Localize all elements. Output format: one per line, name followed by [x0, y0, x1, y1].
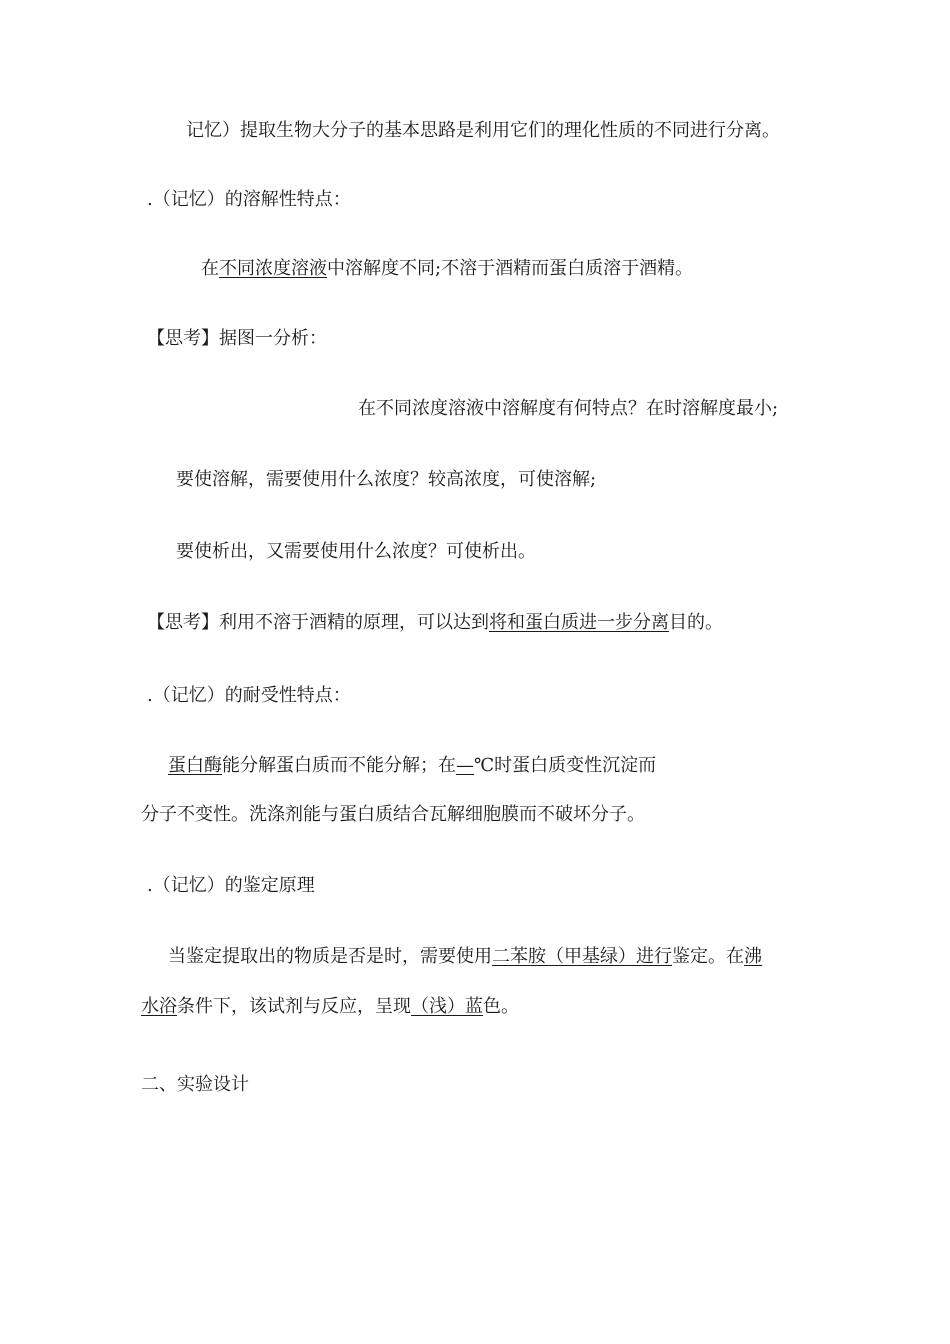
line-text: .（记忆）的耐受性特点：	[147, 685, 351, 706]
line-text: 当鉴定提取出的物质是否是时，需要使用	[168, 946, 492, 967]
line-text: 色。	[483, 996, 519, 1017]
text-line-12	[147, 874, 315, 898]
text-line-11	[141, 803, 645, 827]
text-line-6	[176, 468, 596, 492]
underlined-text: 沸	[744, 946, 762, 967]
line-text: 能分解蛋白质而不能分解；在	[222, 755, 456, 776]
underlined-text: （浅）蓝	[411, 996, 483, 1017]
text-line-2	[147, 188, 351, 212]
underlined-text: —	[456, 755, 474, 776]
text-line-1	[186, 119, 780, 143]
line-text: 中溶解度不同;不溶于酒精而蛋白质溶于酒精。	[327, 258, 694, 279]
line-text: 【思考】据图一分析：	[147, 328, 327, 349]
text-line-5	[358, 397, 778, 421]
underlined-text: 水浴	[141, 996, 177, 1017]
heading-text: 二、实验设计	[141, 1074, 249, 1095]
line-text: 在	[201, 258, 219, 279]
text-line-9	[147, 684, 351, 708]
line-text: .（记忆）的鉴定原理	[147, 875, 315, 896]
underlined-text: 将和蛋白质进一步分离	[489, 612, 669, 633]
underlined-text: 不同浓度溶液	[219, 258, 327, 279]
line-text: 要使溶解，需要使用什么浓度？较高浓度，可使溶解;	[176, 469, 597, 490]
line-text: 鉴定。在	[672, 946, 744, 967]
text-line-3	[201, 257, 693, 281]
underlined-text: 蛋白酶	[168, 755, 222, 776]
underlined-text: 二苯胺（甲基绿）进行	[492, 946, 672, 967]
line-text: 要使析出，又需要使用什么浓度？可使析出。	[176, 541, 536, 562]
line-text: 在不同浓度溶液中溶解度有何特点？在时溶解度最小;	[358, 398, 779, 419]
line-text: 【思考】利用不溶于酒精的原理，可以达到	[147, 612, 489, 633]
text-line-4	[147, 327, 327, 351]
text-line-13	[168, 945, 762, 969]
text-line-10	[168, 754, 656, 778]
line-text: 目的。	[669, 612, 723, 633]
line-text: 记忆）提取生物大分子的基本思路是利用它们的理化性质的不同进行分离。	[186, 120, 780, 141]
text-line-14	[141, 995, 519, 1019]
text-line-8	[147, 611, 723, 635]
line-text: 分子不变性。洗涤剂能与蛋白质结合瓦解细胞膜而不破坏分子。	[141, 804, 645, 825]
line-text: .（记忆）的溶解性特点：	[147, 189, 351, 210]
text-line-7	[176, 540, 536, 564]
line-text: 条件下，该试剂与反应，呈现	[177, 996, 411, 1017]
line-text: ℃时蛋白质变性沉淀而	[474, 755, 657, 776]
section-heading	[141, 1073, 249, 1097]
